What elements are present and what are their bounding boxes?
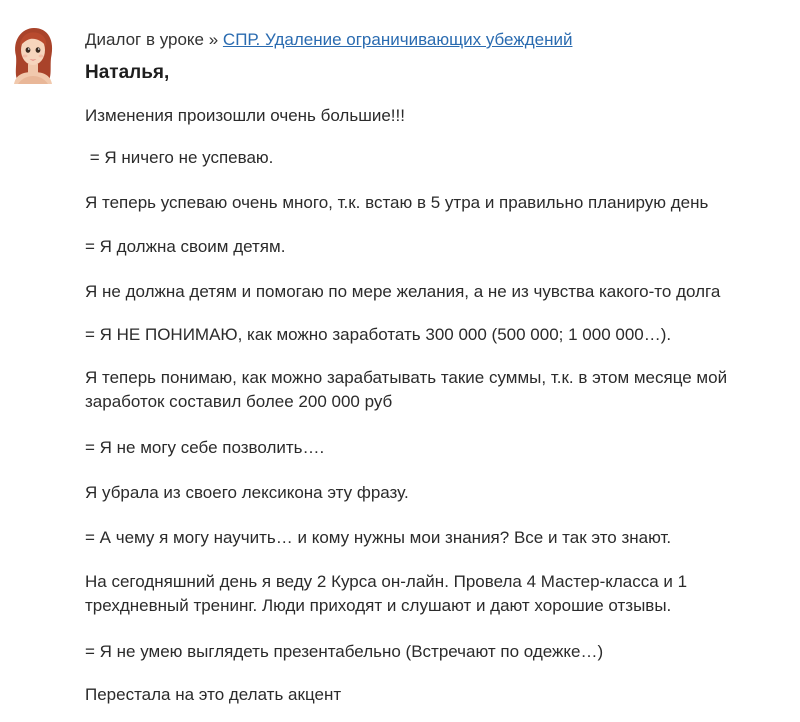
paragraph: На сегодняшний день я веду 2 Курса он-лайн. Провела 4 Мастер-класса и 1 трехдневный тренинг. Люди приходят и слушают и дают хорошие отзывы. <box>85 572 688 615</box>
lesson-link[interactable]: СПР. Удаление ограничивающих убеждений <box>222 30 573 49</box>
paragraph: Изменения произошли очень большие!!! <box>85 106 405 125</box>
paragraph: = Я НЕ ПОНИМАЮ, как можно заработать 300 000 (500 000; 1 000 000…). <box>85 325 672 344</box>
comment-body <box>85 104 790 707</box>
paragraph: = Я не могу себе позволить…. <box>85 438 325 457</box>
cartoon-woman-avatar-icon <box>8 26 58 84</box>
paragraph: = А чему я могу научить… и кому нужны мои знания? Все и так это знают. <box>85 528 672 547</box>
paragraph: = Я ничего не успеваю. <box>85 148 274 167</box>
paragraph: Я теперь понимаю, как можно зарабатывать такие суммы, т.к. в этом месяце мой заработок составил более 200 000 руб <box>85 368 728 411</box>
paragraph: Я убрала из своего лексикона эту фразу. <box>85 483 409 502</box>
paragraph: = Я не умею выглядеть презентабельно (Встречают по одежке…) <box>85 642 604 661</box>
comment-author: Наталья, <box>85 62 170 83</box>
avatar <box>8 26 58 84</box>
breadcrumb-prefix: Диалог в уроке » <box>85 30 219 49</box>
paragraph: Перестала на это делать акцент <box>85 685 342 704</box>
paragraph: Я не должна детям и помогаю по мере желания, а не из чувства какого-то долга <box>85 282 721 301</box>
paragraph: = Я должна своим детям. <box>85 237 286 256</box>
comment <box>85 28 790 707</box>
breadcrumb <box>85 28 790 52</box>
paragraph: Я теперь успеваю очень много, т.к. встаю в 5 утра и правильно планирую день <box>85 193 709 212</box>
